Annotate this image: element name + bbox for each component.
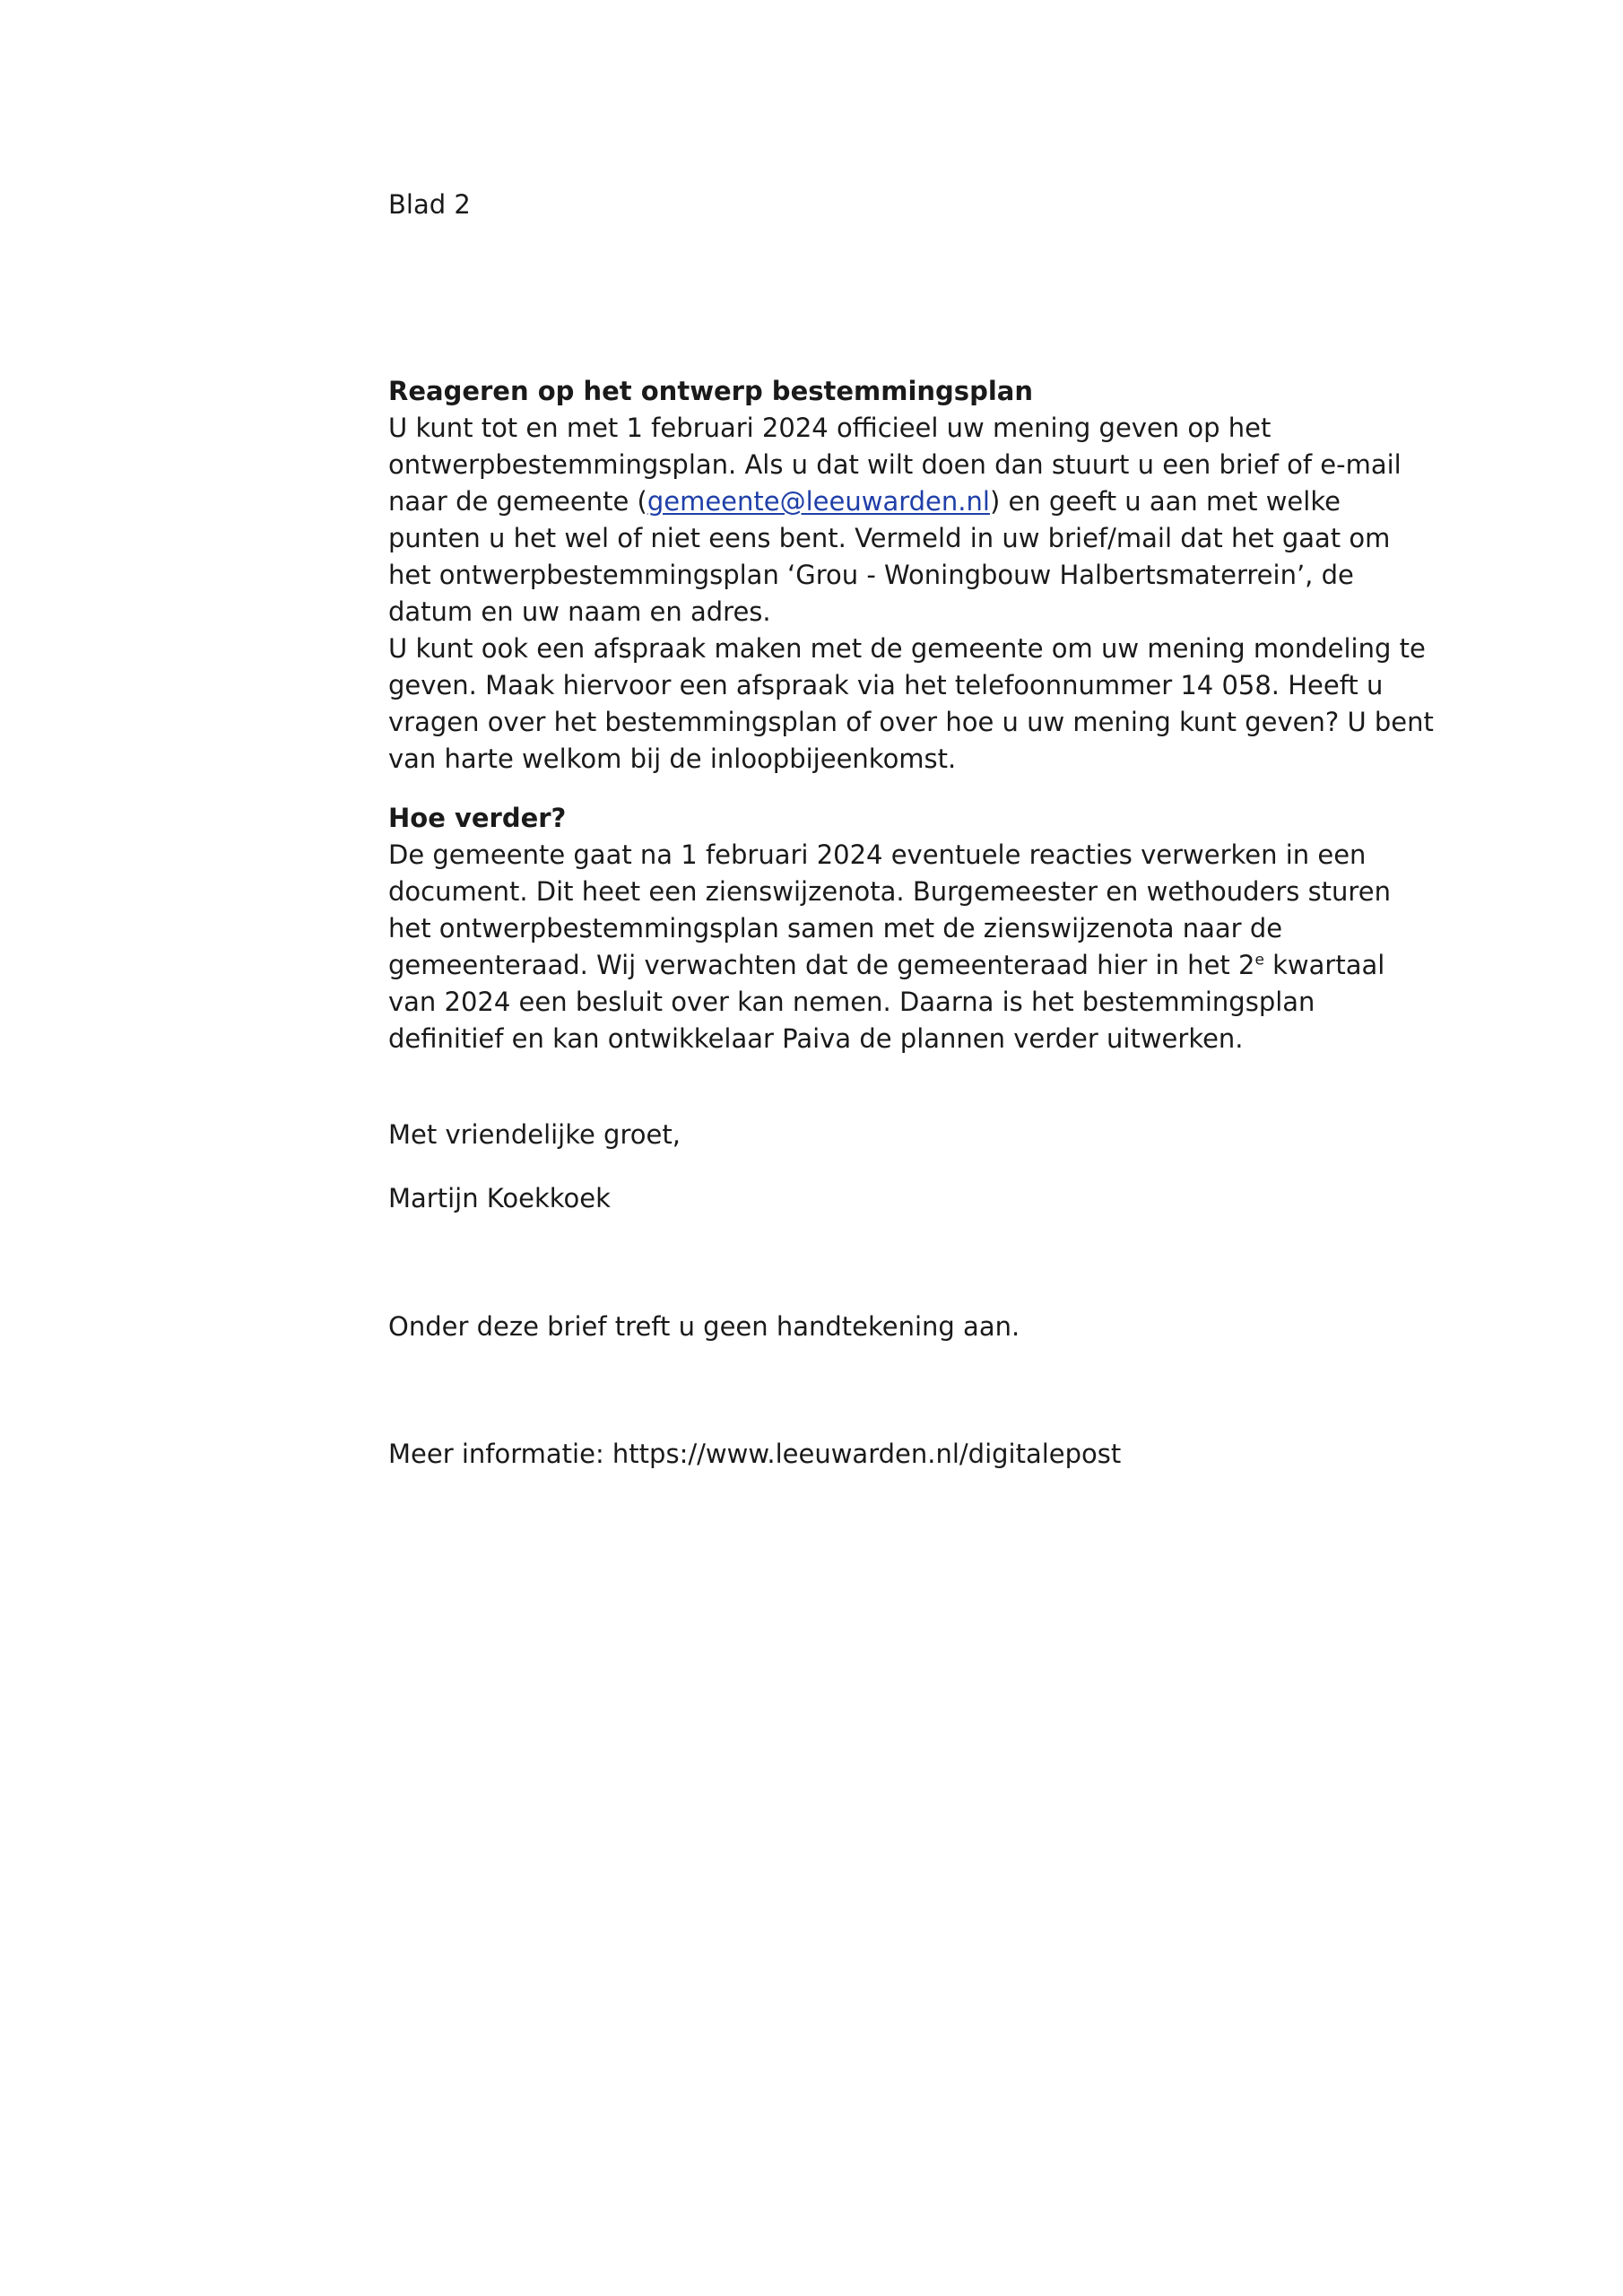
paragraph-line: De gemeente gaat na 1 februari 2024 eventuele reacties verwerken in een bbox=[388, 839, 1367, 870]
paragraph-line: U kunt tot en met 1 februari 2024 officieel uw mening geven op het bbox=[388, 413, 1271, 443]
section-next-steps bbox=[388, 800, 1419, 1057]
paragraph-text: kwartaal bbox=[1263, 950, 1385, 980]
paragraph-line: geven. Maak hiervoor een afspraak via het telefoonnummer 14 058. Heeft u bbox=[388, 670, 1384, 700]
paragraph-text: gemeenteraad. Wij verwachten dat de gemeenteraad hier in het 2 bbox=[388, 950, 1255, 980]
section-next-steps-heading: Hoe verder? bbox=[388, 803, 567, 833]
paragraph-line: definitief en kan ontwikkelaar Paiva de plannen verder uitwerken. bbox=[388, 1023, 1244, 1054]
paragraph-line: document. Dit heet een zienswijzenota. Burgemeester en wethouders sturen bbox=[388, 876, 1391, 907]
paragraph-line: van 2024 een besluit over kan nemen. Daarna is het bestemmingsplan bbox=[388, 987, 1315, 1017]
email-link[interactable]: gemeente@leeuwarden.nl bbox=[647, 486, 990, 517]
section-respond-heading: Reageren op het ontwerp bestemmingsplan bbox=[388, 376, 1033, 406]
paragraph-line: punten u het wel of niet eens bent. Vermeld in uw brief/mail dat het gaat om bbox=[388, 523, 1391, 553]
more-info-line: Meer informatie: https://www.leeuwarden.nl/digitalepost bbox=[388, 1439, 1122, 1469]
paragraph-line-with-email bbox=[388, 483, 1419, 520]
ordinal-superscript: e bbox=[1254, 951, 1264, 970]
paragraph-line: van harte welkom bij de inloopbijeenkomst. bbox=[388, 744, 957, 774]
paragraph-line: datum en uw naam en adres. bbox=[388, 596, 771, 627]
signatory-name: Martijn Koekkoek bbox=[388, 1183, 611, 1213]
paragraph-text: naar de gemeente ( bbox=[388, 486, 647, 517]
paragraph-line: ontwerpbestemmingsplan. Als u dat wilt doen dan stuurt u een brief of e-mail bbox=[388, 449, 1402, 480]
page-number: Blad 2 bbox=[388, 189, 471, 220]
section-respond bbox=[388, 373, 1434, 778]
paragraph-line: U kunt ook een afspraak maken met de gemeente om uw mening mondeling te bbox=[388, 633, 1426, 664]
paragraph-line: het ontwerpbestemmingsplan samen met de zienswijzenota naar de bbox=[388, 913, 1283, 944]
paragraph-line: het ontwerpbestemmingsplan ‘Grou - Woningbouw Halbertsmaterrein’, de bbox=[388, 560, 1354, 590]
paragraph-text: ) en geeft u aan met welke bbox=[989, 486, 1341, 517]
no-signature-note: Onder deze brief treft u geen handtekening aan. bbox=[388, 1311, 1020, 1342]
paragraph-line-with-superscript bbox=[388, 947, 1419, 984]
paragraph-line: vragen over het bestemmingsplan of over hoe u uw mening kunt geven? U bent bbox=[388, 707, 1434, 737]
closing-greeting: Met vriendelijke groet, bbox=[388, 1119, 681, 1150]
